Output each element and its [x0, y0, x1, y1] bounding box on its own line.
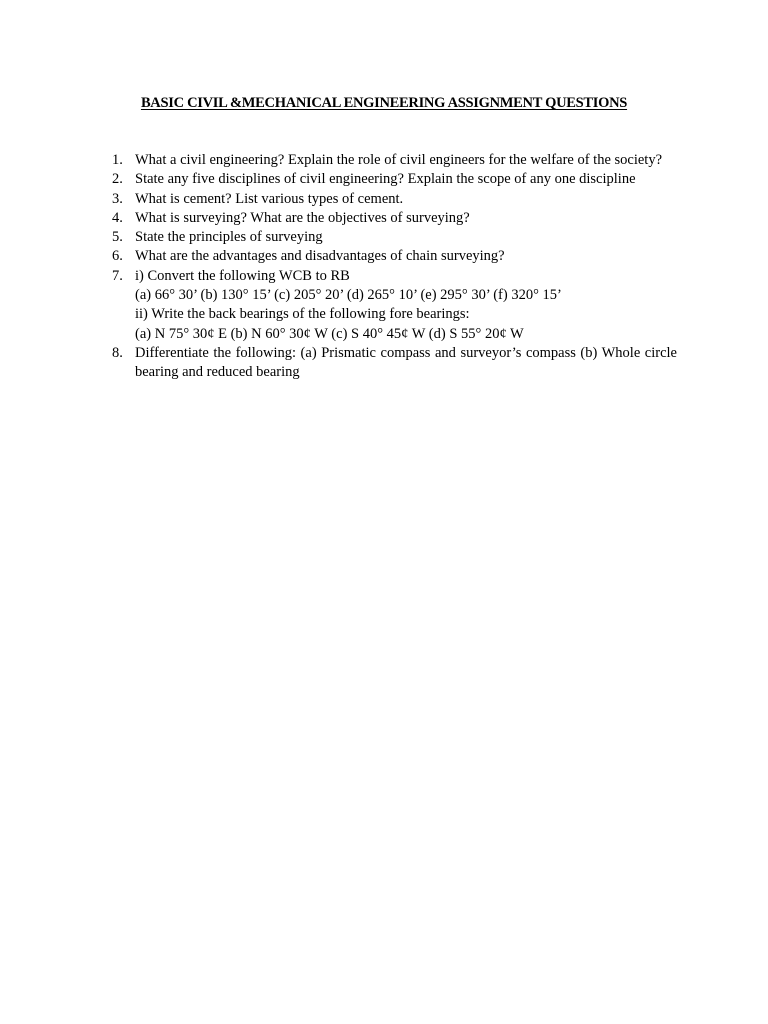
question-text: State any five disciplines of civil engineering? Explain the scope of any one discipline	[135, 171, 636, 188]
question-subpart-i: i) Convert the following WCB to RB	[135, 267, 350, 284]
bearing-values-fore: (a) N 75° 30¢ E (b) N 60° 30¢ W (c) S 40° 45¢ W (d) S 55° 20¢ W	[135, 325, 524, 342]
question-item-8	[104, 344, 677, 383]
question-item-3	[104, 190, 677, 209]
question-item-2	[104, 170, 677, 189]
bearing-values-wcb: (a) 66° 30’ (b) 130° 15’ (c) 205° 20’ (d) 265° 10’ (e) 295° 30’ (f) 320° 15’	[135, 287, 562, 304]
question-item-5	[104, 228, 677, 247]
question-text: What a civil engineering? Explain the role of civil engineers for the welfare of the society?	[135, 152, 663, 168]
question-item-4	[104, 209, 677, 228]
question-number: 5.	[112, 229, 123, 246]
question-number: 7.	[112, 267, 123, 284]
question-item-6	[104, 247, 677, 266]
question-item-1	[104, 151, 677, 170]
question-number: 1.	[112, 152, 123, 168]
question-text: What are the advantages and disadvantages of chain surveying?	[135, 248, 505, 265]
question-number: 3.	[112, 190, 123, 207]
question-number: 6.	[112, 248, 123, 265]
question-item-7	[104, 267, 677, 344]
question-subpart-ii: ii) Write the back bearings of the following fore bearings:	[135, 306, 470, 323]
question-text: Differentiate the following: (a) Prismatic compass and surveyor’s compass (b) Whole circle bearing and reduced bearing	[135, 344, 677, 381]
question-number: 4.	[112, 209, 123, 226]
question-number: 8.	[112, 344, 123, 361]
question-list	[104, 151, 677, 383]
question-text: State the principles of surveying	[135, 229, 323, 246]
document-title: BASIC CIVIL &MECHANICAL ENGINEERING ASSIGNMENT QUESTIONS	[140, 95, 628, 111]
question-number: 2.	[112, 171, 123, 188]
question-text: What is cement? List various types of cement.	[135, 190, 404, 207]
question-text: What is surveying? What are the objectives of surveying?	[135, 209, 470, 226]
